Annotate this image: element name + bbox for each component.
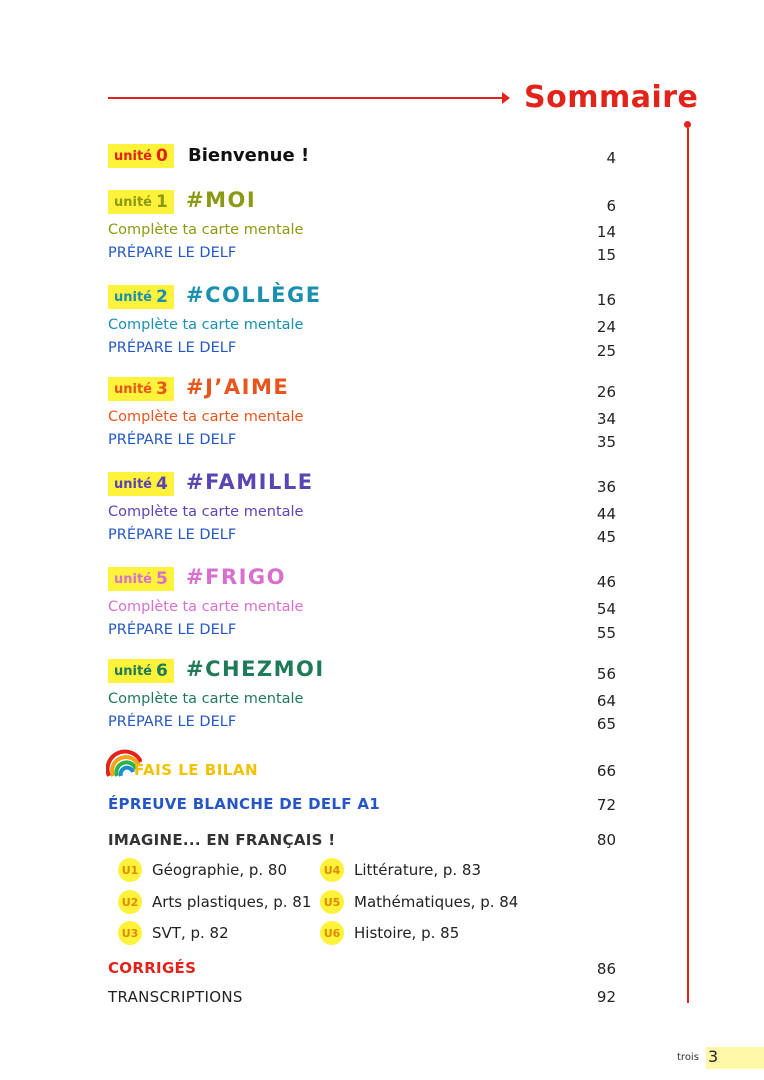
page-number: 55 bbox=[596, 624, 616, 642]
unit-title[interactable]: Bienvenue ! bbox=[188, 145, 310, 166]
page-number: 45 bbox=[596, 528, 616, 546]
page-number: 36 bbox=[596, 478, 616, 496]
subject-code-badge: U1 bbox=[118, 858, 142, 882]
carte-mentale-link[interactable]: Complète ta carte mentale bbox=[108, 222, 304, 238]
page-number: 92 bbox=[596, 988, 616, 1006]
subject-code-badge: U4 bbox=[320, 858, 344, 882]
delf-link[interactable]: PRÉPARE LE DELF bbox=[108, 432, 237, 448]
subject-text: Histoire, p. 85 bbox=[354, 924, 460, 942]
page-number: 80 bbox=[596, 831, 616, 849]
unit-badge bbox=[108, 377, 174, 401]
delf-link[interactable]: PRÉPARE LE DELF bbox=[108, 714, 237, 730]
header-rule bbox=[108, 97, 506, 99]
subject-code-badge: U3 bbox=[118, 921, 142, 945]
page-number: 66 bbox=[596, 762, 616, 780]
page-number: 35 bbox=[596, 433, 616, 451]
subject-item[interactable] bbox=[118, 890, 311, 914]
carte-mentale-link[interactable]: Complète ta carte mentale bbox=[108, 599, 304, 615]
carte-mentale-link[interactable]: Complète ta carte mentale bbox=[108, 691, 304, 707]
delf-link[interactable]: PRÉPARE LE DELF bbox=[108, 340, 237, 356]
page-number: 64 bbox=[596, 692, 616, 710]
corriges-link[interactable]: CORRIGÉS bbox=[108, 959, 197, 977]
footer-page-word: trois bbox=[677, 1052, 699, 1063]
unit-label: unité bbox=[114, 289, 152, 305]
subject-text: Arts plastiques, p. 81 bbox=[152, 893, 312, 911]
subject-text: SVT, p. 82 bbox=[152, 924, 229, 942]
carte-mentale-link[interactable]: Complète ta carte mentale bbox=[108, 504, 304, 520]
unit-number: 5 bbox=[156, 569, 168, 589]
unit-number: 6 bbox=[156, 661, 168, 681]
unit-title[interactable]: #MOI bbox=[186, 188, 257, 212]
delf-link[interactable]: PRÉPARE LE DELF bbox=[108, 527, 237, 543]
page-number: 15 bbox=[596, 246, 616, 264]
subject-code-badge: U2 bbox=[118, 890, 142, 914]
page-number: 65 bbox=[596, 715, 616, 733]
delf-link[interactable]: PRÉPARE LE DELF bbox=[108, 622, 237, 638]
page-number: 46 bbox=[596, 573, 616, 591]
page-number: 26 bbox=[596, 383, 616, 401]
subject-item[interactable] bbox=[320, 858, 481, 882]
subject-code-badge: U5 bbox=[320, 890, 344, 914]
subject-text: Mathématiques, p. 84 bbox=[354, 893, 519, 911]
page-title: Sommaire bbox=[524, 80, 699, 115]
unit-label: unité bbox=[114, 381, 152, 397]
footer-page-number: 3 bbox=[708, 1047, 719, 1066]
page-number: 86 bbox=[596, 960, 616, 978]
page-number: 25 bbox=[596, 342, 616, 360]
unit-label: unité bbox=[114, 571, 152, 587]
unit-label: unité bbox=[114, 148, 152, 164]
unit-label: unité bbox=[114, 476, 152, 492]
page-number: 4 bbox=[606, 149, 616, 167]
unit-title[interactable]: #FAMILLE bbox=[186, 470, 314, 494]
page-number: 6 bbox=[606, 197, 616, 215]
page-number: 34 bbox=[596, 410, 616, 428]
unit-number: 1 bbox=[156, 192, 168, 212]
unit-title[interactable]: #FRIGO bbox=[186, 565, 287, 589]
unit-badge bbox=[108, 472, 174, 496]
subject-text: Géographie, p. 80 bbox=[152, 861, 288, 879]
unit-title[interactable]: #J’AIME bbox=[186, 375, 290, 399]
subject-code-badge: U6 bbox=[320, 921, 344, 945]
unit-badge bbox=[108, 567, 174, 591]
bilan-link[interactable]: FAIS LE BILAN bbox=[134, 761, 259, 779]
page-number: 54 bbox=[596, 600, 616, 618]
transcriptions-link[interactable]: TRANSCRIPTIONS bbox=[108, 988, 243, 1006]
subject-item[interactable] bbox=[118, 858, 287, 882]
subject-item[interactable] bbox=[320, 921, 459, 945]
page-number: 14 bbox=[596, 223, 616, 241]
carte-mentale-link[interactable]: Complète ta carte mentale bbox=[108, 317, 304, 333]
arrow-right-icon bbox=[502, 92, 510, 104]
carte-mentale-link[interactable]: Complète ta carte mentale bbox=[108, 409, 304, 425]
unit-badge bbox=[108, 285, 174, 309]
page-number: 56 bbox=[596, 665, 616, 683]
vertical-rule bbox=[687, 128, 689, 1003]
imagine-link[interactable]: IMAGINE... EN FRANÇAIS ! bbox=[108, 831, 336, 849]
subject-text: Littérature, p. 83 bbox=[354, 861, 482, 879]
page-number: 44 bbox=[596, 505, 616, 523]
unit-label: unité bbox=[114, 194, 152, 210]
unit-title[interactable]: #COLLÈGE bbox=[186, 283, 322, 307]
unit-title[interactable]: #CHEZMOI bbox=[186, 657, 325, 681]
unit-badge bbox=[108, 190, 174, 214]
delf-link[interactable]: PRÉPARE LE DELF bbox=[108, 245, 237, 261]
subject-item[interactable] bbox=[118, 921, 229, 945]
page-number: 16 bbox=[596, 291, 616, 309]
epreuve-link[interactable]: ÉPREUVE BLANCHE DE DELF A1 bbox=[108, 795, 380, 813]
unit-number: 0 bbox=[156, 146, 168, 166]
rule-dot bbox=[684, 121, 691, 128]
unit-number: 3 bbox=[156, 379, 168, 399]
unit-badge bbox=[108, 144, 174, 168]
unit-badge bbox=[108, 659, 174, 683]
unit-number: 4 bbox=[156, 474, 168, 494]
page-number: 72 bbox=[596, 796, 616, 814]
page-number: 24 bbox=[596, 318, 616, 336]
subject-item[interactable] bbox=[320, 890, 518, 914]
unit-number: 2 bbox=[156, 287, 168, 307]
unit-label: unité bbox=[114, 663, 152, 679]
